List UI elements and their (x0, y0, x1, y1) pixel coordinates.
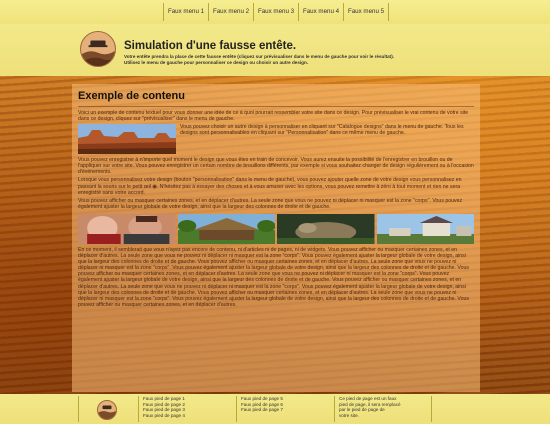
menu-item-1[interactable]: Faux menu 1 (164, 3, 209, 21)
long-paragraph: En ce moment, il semblerait que vous n'ayez pas encore de contenu, ni d'articles ni de pages, ni de widgets. Vous pouvez afficher ou masquer certaines zones, et en déplacer d'autres. La seule zone que vous ne pouvez ni déplacer ni masquer est la zone "corps". Vous pouvez également ajuster la largeur globale de votre design, ainsi que la largeur des colonnes de droite et de gauche. Vous pouvez afficher ou masquer certaines zones, et en déplacer d'autres. La seule zone que vous ne pouvez ni déplacer ni masquer est la zone "corps". Vous pouvez également ajuster la largeur globale de votre design, ainsi que la largeur des colonnes de droite et de gauche. Vous pouvez afficher ou masquer certaines zones, et en déplacer d'autres. La seule zone que vous ne pouvez ni déplacer ni masquer est la zone "corps". Vous pouvez également ajuster la largeur globale de votre design, ainsi que la largeur des colonnes de droite et de gauche. Vous pouvez afficher ou masquer certaines zones, et en déplacer d'autres. La seule zone que vous ne pouvez ni déplacer ni masquer est la zone "corps". Vous pouvez également ajuster la largeur globale de votre design, ainsi que la largeur des colonnes de droite et de gauche. Vous pouvez afficher ou masquer certaines zones, et en déplacer d'autres. La seule zone que vous ne pouvez ni déplacer ni masquer est la zone "corps". Vous pouvez également ajuster la largeur globale de votre design, ainsi que la largeur des colonnes de droite et de gauche. Vous pouvez afficher ou masquer certaines zones, et en déplacer d'autres. (78, 246, 469, 308)
image-side-text: Vous pouvez choisir un autre design à personnaliser en cliquant sur "Catalogue designs" dans le menu de gauche. Tous les designs sont personnalisables en cliquant sur "Personnalisation" dans ce même menu de gauche. (180, 124, 464, 137)
footer-column-3 (334, 396, 432, 422)
menu-item-3[interactable]: Faux menu 3 (254, 3, 299, 21)
menu-item-4[interactable]: Faux menu 4 (299, 3, 344, 21)
footer-logo[interactable] (97, 400, 117, 420)
cabin-photo (178, 214, 276, 244)
site-description-line-1: Votre entête prendra la place de cette fausse entête (cliquez sur prévisualiser dans le menu de gauche pour voir le résultat). (124, 54, 395, 59)
menu-item-5[interactable]: Faux menu 5 (344, 3, 389, 21)
village-photo (377, 214, 475, 244)
photo-people (78, 214, 176, 244)
footer-logo-column (78, 396, 138, 422)
footer-column-1 (138, 396, 236, 422)
desert-logo-small-icon (98, 401, 116, 419)
site-title: Simulation d'une fausse entête. (124, 40, 297, 52)
footer-link-4[interactable]: Faux pied de page 4 (143, 412, 185, 418)
desert-logo-icon (81, 32, 115, 66)
site-description-line-2: Utilisez le menu de gauche pour personnaliser ce design ou choisir un autre design. (124, 59, 309, 65)
content-heading: Exemple de contenu (78, 90, 185, 102)
photo-animal (277, 214, 375, 244)
footer-note-line-3: par le pied de page de (339, 407, 385, 413)
footer-columns (78, 396, 432, 424)
intro-paragraph: Voici un exemple de contenu textuel pour vous donner une idée de ce à quoi pourrait ressembler votre site dans ce design. Pour prévisualiser le vrai contenu de votre site dans ce design, cliquez sur "prévisualiser" dans le menu de gauche. (78, 110, 469, 123)
menu-item-2[interactable]: Faux menu 2 (209, 3, 254, 21)
photo-strip (78, 214, 474, 244)
site-header (0, 24, 550, 76)
top-navigation (0, 0, 550, 24)
footer-note-line-2: pied de page, il sera remplacé (339, 401, 401, 407)
footer-link-6[interactable]: Faux pied de page 6 (241, 401, 283, 407)
main-content (72, 84, 480, 392)
site-description (124, 54, 424, 65)
paragraph-zones: Vous pouvez afficher ou masquer certaines zones, et en déplacer d'autres. La seule zone que vous ne pouvez ni déplacer ni masquer est la zone "corps". Vous pouvez également ajuster la largeur globale de votre design, ainsi que la largeur des colonnes de droite et de gauche. (78, 197, 463, 210)
footer-note-line-1: Ce pied de page est un faux (339, 396, 397, 401)
paragraph-customize: Lorsque vous personnalisez votre design (bouton "personnalisation" dans le menu de gauche), vous pouvez ajouter quelle zone de votre design vous personnalisez en passant la souris sur le petit œil ◉. N'hésitez pas à essayer des choses et à vous amuser avec les options, vous pouvez remettre à zéro à tout moment et rien ne sera enregistré sans votre accord. (78, 177, 462, 196)
image-text-row (78, 124, 474, 154)
photo-village (377, 214, 475, 244)
footer-link-2[interactable]: Faux pied de page 2 (143, 401, 185, 407)
canyon-illustration (78, 124, 176, 154)
footer-link-7[interactable]: Faux pied de page 7 (241, 407, 283, 413)
footer-note-line-4: votre site. (339, 412, 359, 418)
people-photo (78, 214, 176, 244)
paragraph-drafts: Vous pouvez enregistrer à n'importe quel moment le design que vous êtes en train de concevoir. Vous aurez ensuite la possibilité de l'enregistrer en brouillon ou de l'appliquer sur votre site. Vous pouvez enregistrer un certain nombre de brouillons différents, par exemple si vous souhaitez changer de design régulièrement ou à l'occasion d'événements. (78, 157, 474, 176)
faux-menu (163, 3, 389, 21)
site-logo[interactable] (80, 31, 116, 67)
heading-divider (78, 106, 474, 107)
footer-link-3[interactable]: Faux pied de page 3 (143, 407, 185, 413)
photo-cabin (178, 214, 276, 244)
footer-link-1[interactable]: Faux pied de page 1 (143, 396, 185, 401)
site-footer (0, 394, 550, 424)
animal-photo (277, 214, 375, 244)
canyon-image (78, 124, 176, 154)
footer-link-5[interactable]: Faux pied de page 5 (241, 396, 283, 401)
footer-column-2 (236, 396, 334, 422)
